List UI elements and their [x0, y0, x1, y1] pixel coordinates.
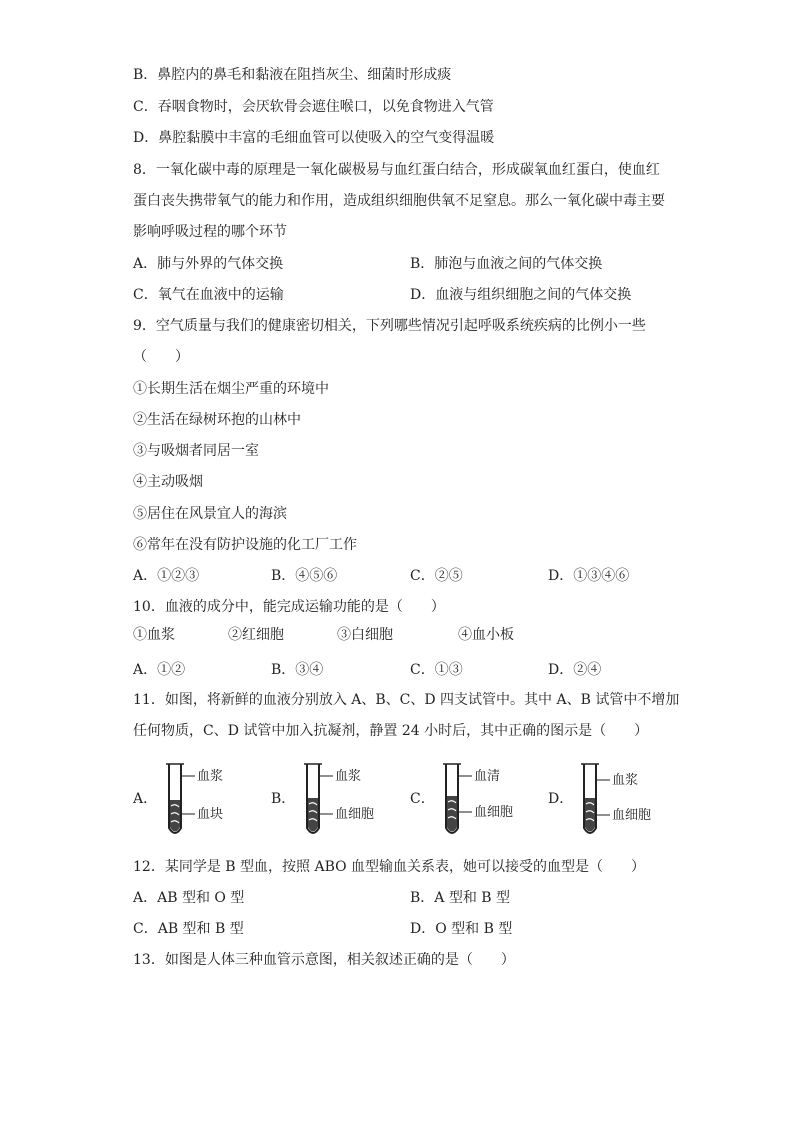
q11-tube-option-c: [410, 762, 540, 840]
tube-top-label: 血浆: [612, 773, 639, 788]
q8-stem-line3: 影响呼吸过程的哪个环节: [133, 224, 287, 240]
q10-option-c: C．①③: [410, 662, 463, 678]
q11-tube-option-d: [548, 762, 688, 840]
q8-stem-line2: 蛋白丧失携带氧气的能力和作用，造成组织细胞供氧不足窒息。那么一氧化碳中毒主要: [133, 193, 665, 209]
q11-tube-option-a: [133, 762, 263, 840]
q8-option-d: D．血液与组织细胞之间的气体交换: [410, 287, 632, 303]
q8-option-c: C．氧气在血液中的运输: [133, 287, 284, 303]
tube-bottom-label: 血块: [197, 807, 224, 822]
q9-item-5: ⑤居住在风景宜人的海滨: [133, 506, 287, 522]
q9-item-4: ④主动吸烟: [133, 474, 203, 490]
tube-top-label: 血浆: [197, 769, 224, 784]
q7-option-d: D．鼻腔黏膜中丰富的毛细血管可以使吸入的空气变得温暖: [133, 130, 495, 146]
q9-option-b: B．④⑤⑥: [271, 568, 338, 584]
tube-bottom-label: 血细胞: [612, 808, 652, 823]
tube-letter: B．: [271, 791, 296, 807]
q10-component-1: ①血浆: [133, 627, 175, 643]
q11-tube-option-b: [271, 762, 401, 840]
q11-stem-line2: 任何物质，C、D 试管中加入抗凝剂，静置 24 小时后，其中正确的图示是（ ）: [133, 723, 649, 739]
tube-top-label: 血清: [474, 769, 501, 784]
q11-stem-line1: 11．如图，将新鲜的血液分别放入 A、B、C、D 四支试管中。其中 A、B 试管中不增加: [133, 692, 680, 708]
q12-option-c: C．AB 型和 B 型: [133, 921, 244, 937]
q9-item-2: ②生活在绿树环抱的山林中: [133, 412, 301, 428]
test-tube-icon: [576, 762, 616, 840]
q9-stem-line1: 9．空气质量与我们的健康密切相关，下列哪些情况引起呼吸系统疾病的比例小一些: [133, 318, 646, 334]
q7-option-b: B．鼻腔内的鼻毛和黏液在阻挡灰尘、细菌时形成痰: [133, 67, 452, 83]
q9-item-1: ①长期生活在烟尘严重的环境中: [133, 381, 329, 397]
q12-option-d: D．O 型和 B 型: [410, 921, 513, 937]
q9-option-a: A．①②③: [133, 568, 200, 584]
q10-component-4: ④血小板: [458, 627, 514, 643]
tube-letter: A．: [133, 791, 158, 807]
q12-stem: 12．某同学是 B 型血，按照 ABO 血型输血关系表，她可以接受的血型是（ ）: [133, 859, 646, 875]
q9-answer-paren: （ ）: [133, 349, 189, 365]
q10-option-d: D．②④: [548, 662, 602, 678]
q12-option-a: A．AB 型和 O 型: [133, 890, 245, 906]
q10-stem: 10．血液的成分中，能完成运输功能的是（ ）: [133, 599, 445, 615]
q9-item-3: ③与吸烟者同居一室: [133, 443, 259, 459]
test-tube-icon: [438, 762, 478, 840]
q7-option-c: C．吞咽食物时，会厌软骨会遮住喉口，以免食物进入气管: [133, 99, 494, 115]
tube-bottom-label: 血细胞: [474, 805, 514, 820]
tube-top-label: 血浆: [335, 769, 362, 784]
tube-letter: D．: [548, 791, 574, 807]
q8-option-a: A．肺与外界的气体交换: [133, 256, 284, 272]
tube-letter: C．: [410, 791, 435, 807]
q10-option-b: B．③④: [271, 662, 324, 678]
q8-stem-line1: 8．一氧化碳中毒的原理是一氧化碳极易与血红蛋白结合，形成碳氧血红蛋白，使血红: [133, 162, 660, 178]
q8-option-b: B．肺泡与血液之间的气体交换: [410, 256, 603, 272]
q10-component-3: ③白细胞: [337, 627, 393, 643]
q13-stem: 13．如图是人体三种血管示意图，相关叙述正确的是（ ）: [133, 952, 515, 968]
tube-bottom-label: 血细胞: [335, 807, 375, 822]
q12-option-b: B．A 型和 B 型: [410, 890, 511, 906]
q10-option-a: A．①②: [133, 662, 186, 678]
q9-item-6: ⑥常年在没有防护设施的化工厂工作: [133, 537, 357, 553]
q10-component-2: ②红细胞: [228, 627, 284, 643]
q9-option-c: C．②⑤: [410, 568, 463, 584]
test-tube-icon: [161, 762, 201, 840]
q9-option-d: D．①③④⑥: [548, 568, 630, 584]
test-tube-icon: [299, 762, 339, 840]
